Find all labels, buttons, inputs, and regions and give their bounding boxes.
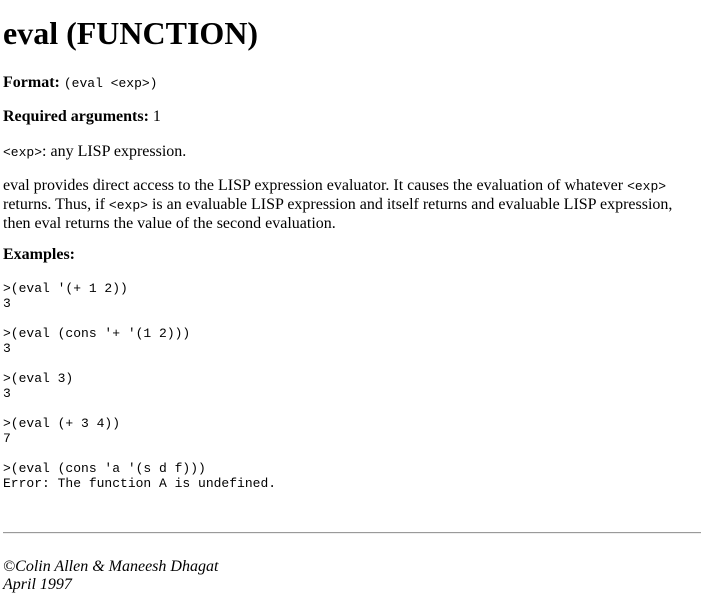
- description-paragraph: [3, 177, 701, 233]
- example-block: [3, 416, 120, 446]
- examples-heading-text: Examples:: [3, 246, 75, 263]
- format-code: (eval <exp>): [63, 76, 158, 91]
- footer-date: April 1997: [3, 576, 72, 593]
- example-block: [3, 461, 276, 491]
- required-arguments-label: Required arguments:: [3, 108, 149, 125]
- description-text-1: eval provides direct access to the LISP expression evaluator. It causes the evaluation of whatever: [3, 177, 628, 194]
- argument-description: [3, 143, 186, 162]
- example-block: [3, 281, 128, 311]
- footer: [3, 558, 218, 594]
- footer-copyright: ©Colin Allen & Maneesh Dhagat: [3, 558, 219, 575]
- example-output: 3: [3, 341, 11, 356]
- required-arguments-line: [3, 108, 161, 126]
- argument-code: <exp>: [3, 145, 43, 160]
- format-line: [3, 74, 157, 93]
- example-input: >(eval (+ 3 4)): [3, 416, 121, 431]
- footer-divider: [3, 532, 701, 534]
- required-arguments-value: 1: [152, 108, 161, 125]
- description-text-2: returns. Thus, if: [3, 196, 109, 213]
- example-output: 3: [3, 296, 11, 311]
- example-input: >(eval 3): [3, 371, 74, 386]
- example-input: >(eval '(+ 1 2)): [3, 281, 128, 296]
- example-input: >(eval (cons '+ '(1 2))): [3, 326, 191, 341]
- description-text-3: is an evaluable LISP expression and itself returns and evaluable LISP expression, then eval returns the value of the second evaluation.: [3, 196, 673, 232]
- example-block: [3, 326, 190, 356]
- format-label: Format:: [3, 74, 60, 91]
- page-title: eval (FUNCTION): [3, 15, 259, 51]
- example-output: 7: [3, 431, 11, 446]
- description-code-2: <exp>: [108, 198, 148, 213]
- examples-heading: [3, 246, 75, 264]
- description-code-1: <exp>: [627, 179, 667, 194]
- argument-text: : any LISP expression.: [42, 143, 187, 160]
- example-output: Error: The function A is undefined.: [3, 476, 277, 491]
- example-block: [3, 371, 73, 401]
- example-output: 3: [3, 386, 11, 401]
- example-input: >(eval (cons 'a '(s d f))): [3, 461, 206, 476]
